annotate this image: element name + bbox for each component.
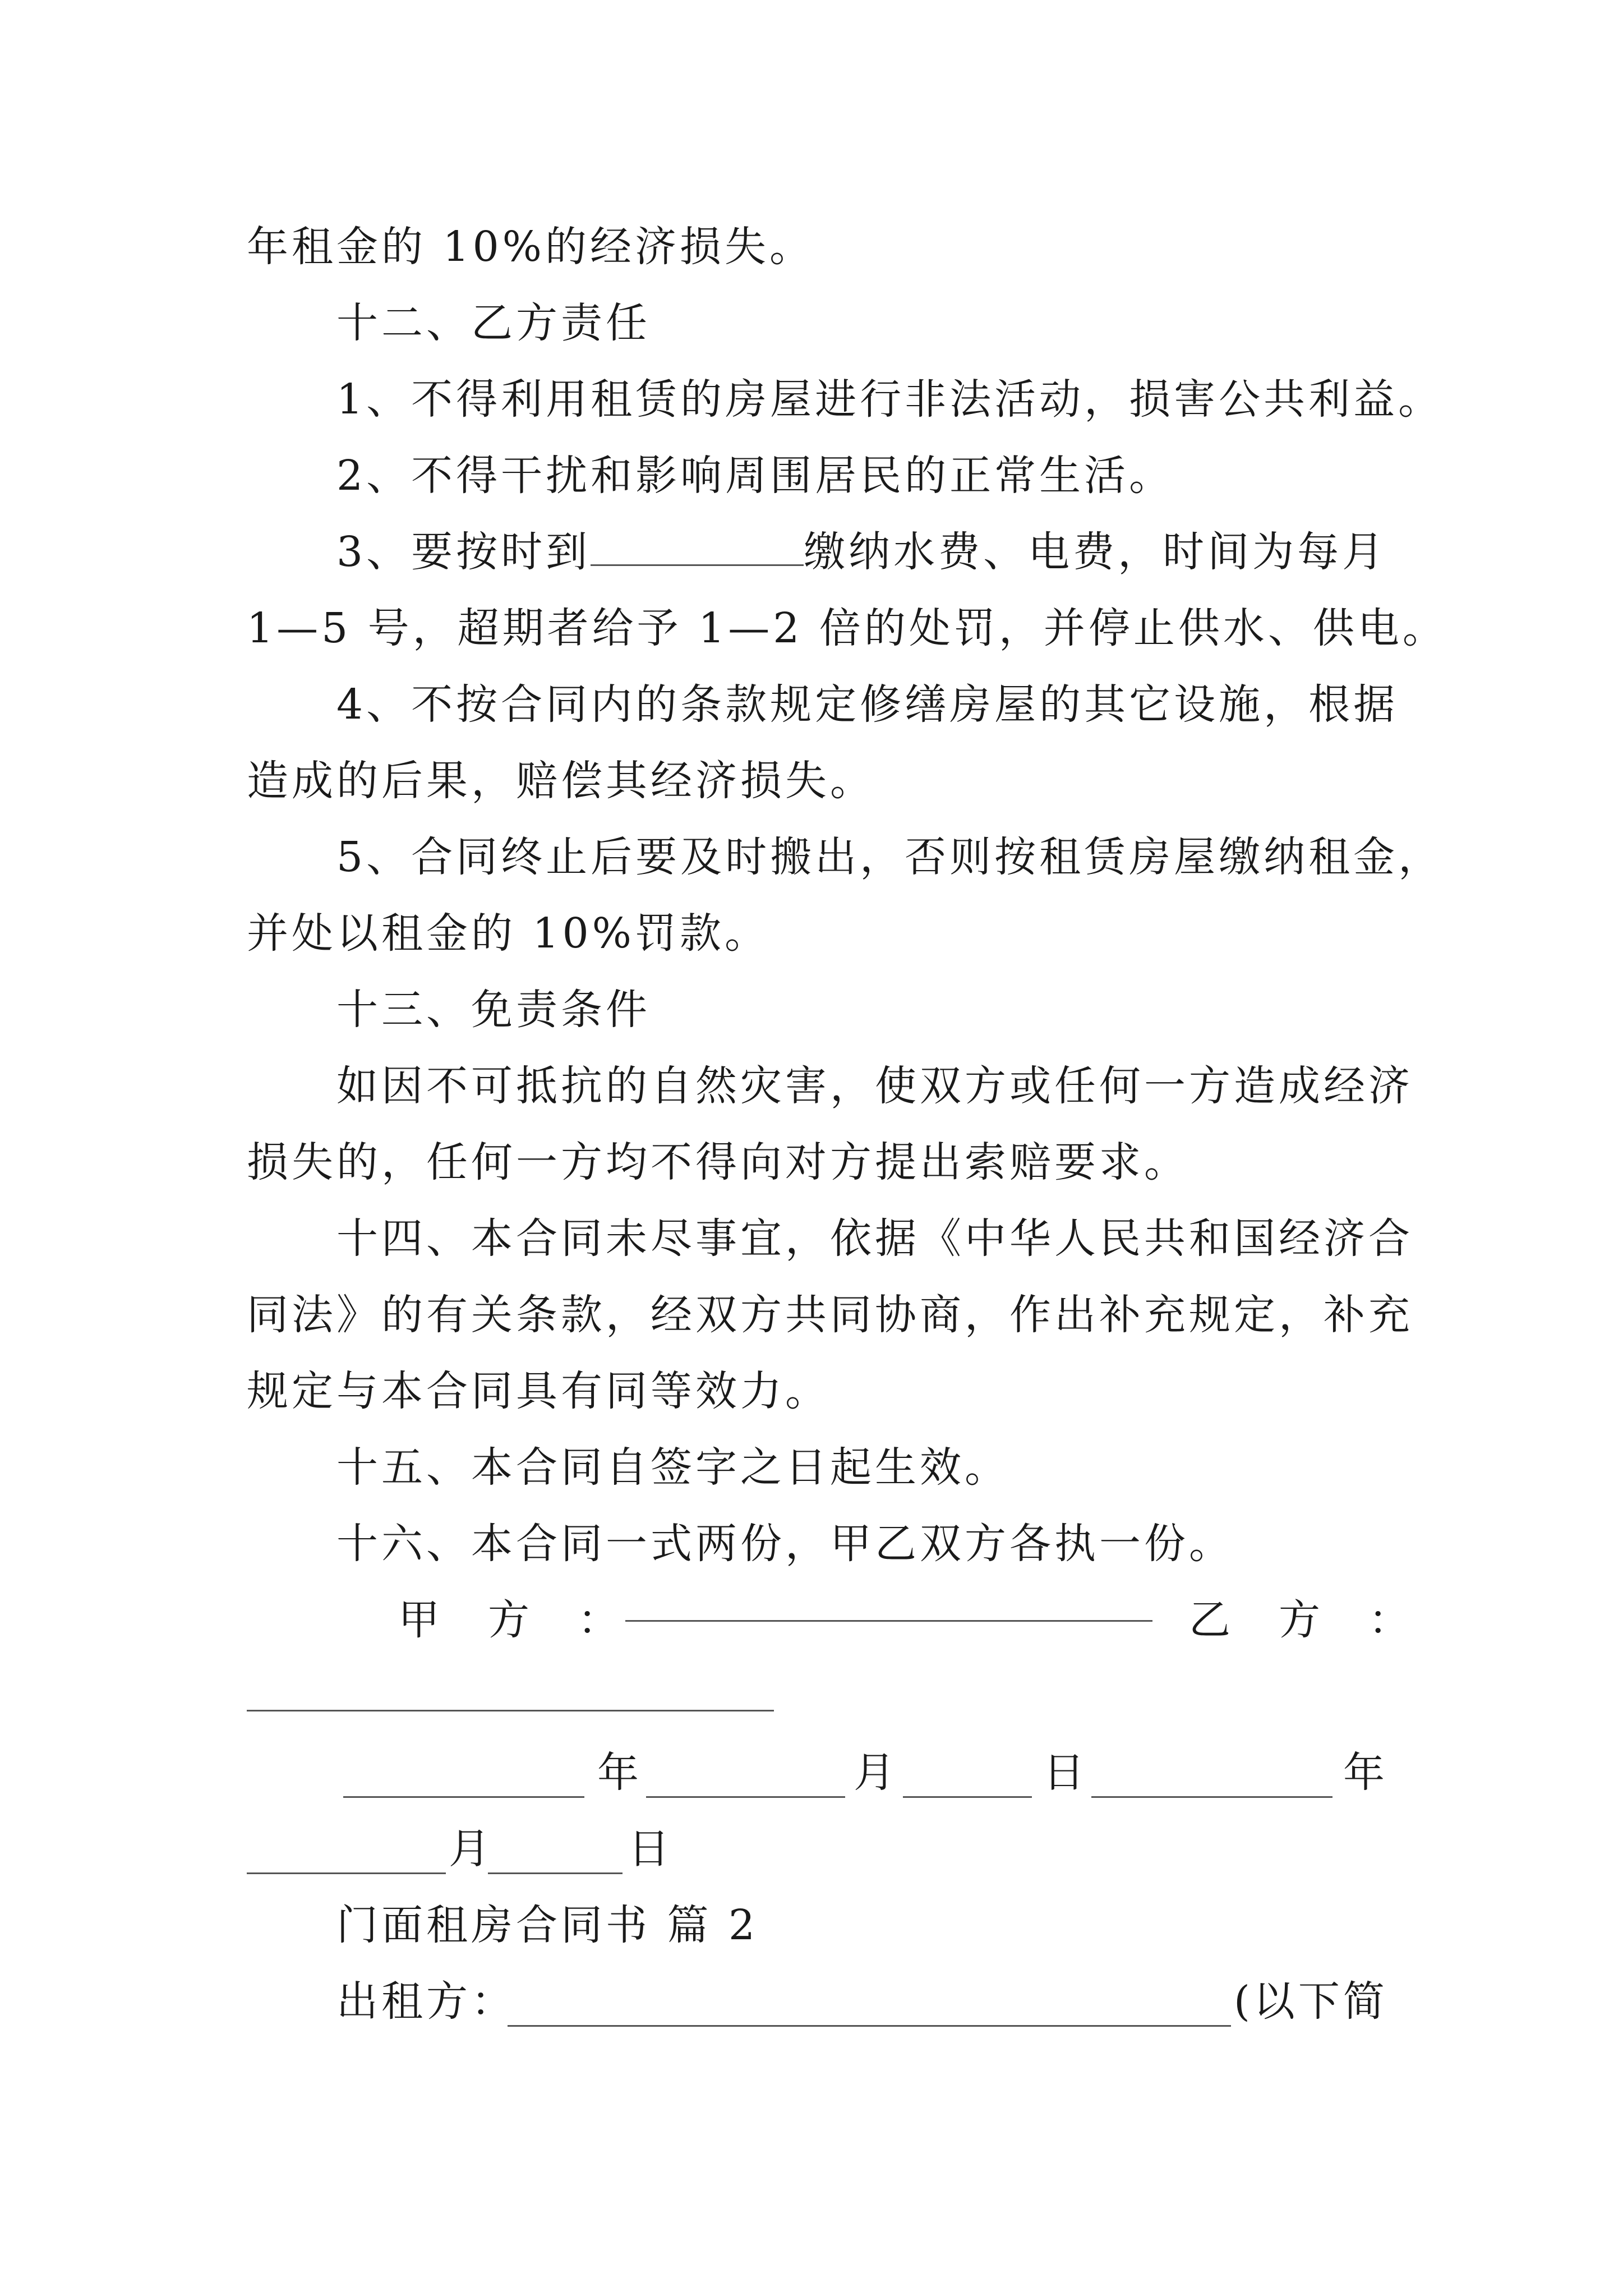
paragraph-line: 十五、本合同自签字之日起生效。 — [336, 1443, 1009, 1492]
fill-in-blank — [591, 531, 804, 566]
year-label: 年 — [597, 1749, 642, 1797]
date-blank — [1091, 1796, 1332, 1798]
party-a-label: 甲 方 ： — [398, 1596, 623, 1644]
party-b-label: 乙 方 ： — [1189, 1596, 1413, 1644]
paragraph-line: 4、不按合同内的条款规定修缮房屋的其它设施，根据 — [336, 680, 1399, 729]
month-label: 月 — [854, 1749, 898, 1797]
paragraph-line — [336, 525, 1391, 579]
paragraph-line: 同法》的有关条款，经双方共同协商，作出补充规定，补充 — [247, 1291, 1413, 1339]
paragraph-line: 1—5 号，超期者给予 1—2 倍的处罚，并停止供水、供电。 — [247, 604, 1447, 652]
lessor-label: 出租方： — [336, 1977, 516, 2026]
paragraph-line: 十六、本合同一式两份，甲乙双方各执一份。 — [336, 1520, 1234, 1568]
paragraph-line: 规定与本合同具有同等效力。 — [247, 1367, 830, 1415]
date-blank — [343, 1796, 584, 1798]
month-label: 月 — [449, 1825, 494, 1873]
lessor-name-line — [508, 2025, 1231, 2027]
year-label: 年 — [1343, 1749, 1388, 1797]
paragraph-line: 损失的，任何一方均不得向对方提出索赔要求。 — [247, 1138, 1189, 1186]
paragraph-line: 2、不得干扰和影响周围居民的正常生活。 — [336, 452, 1174, 500]
paragraph-line: 5、合同终止后要及时搬出，否则按租赁房屋缴纳租金， — [336, 833, 1444, 881]
party-a-signature-line — [625, 1620, 1152, 1622]
section-heading: 十三、免责条件 — [336, 986, 651, 1034]
paragraph-line: 年租金的 10%的经济损失。 — [247, 223, 814, 271]
paragraph-line: 十四、本合同未尽事宜，依据《中华人民共和国经济合 — [336, 1214, 1413, 1263]
date-blank — [247, 1872, 446, 1874]
text-fragment: 缴纳水费、电费，时间为每月 — [804, 528, 1387, 576]
section-title: 门面租房合同书 篇 2 — [336, 1901, 759, 1949]
section-heading: 十二、乙方责任 — [336, 299, 651, 347]
day-label: 日 — [1043, 1749, 1088, 1797]
lessor-suffix: (以下简 — [1234, 1977, 1388, 2026]
date-blank — [903, 1796, 1032, 1798]
day-label: 日 — [628, 1825, 673, 1873]
paragraph-line: 1、不得利用租赁的房屋进行非法活动，损害公共利益。 — [336, 375, 1444, 424]
paragraph-line: 造成的后果，赔偿其经济损失。 — [247, 757, 875, 805]
date-blank — [488, 1872, 623, 1874]
text-fragment: 3、要按时到 — [336, 528, 591, 576]
paragraph-line: 如因不可抵抗的自然灾害，使双方或任何一方造成经济 — [336, 1062, 1413, 1110]
date-blank — [646, 1796, 845, 1798]
party-b-signature-line — [247, 1710, 774, 1711]
paragraph-line: 并处以租金的 10%罚款。 — [247, 909, 769, 958]
